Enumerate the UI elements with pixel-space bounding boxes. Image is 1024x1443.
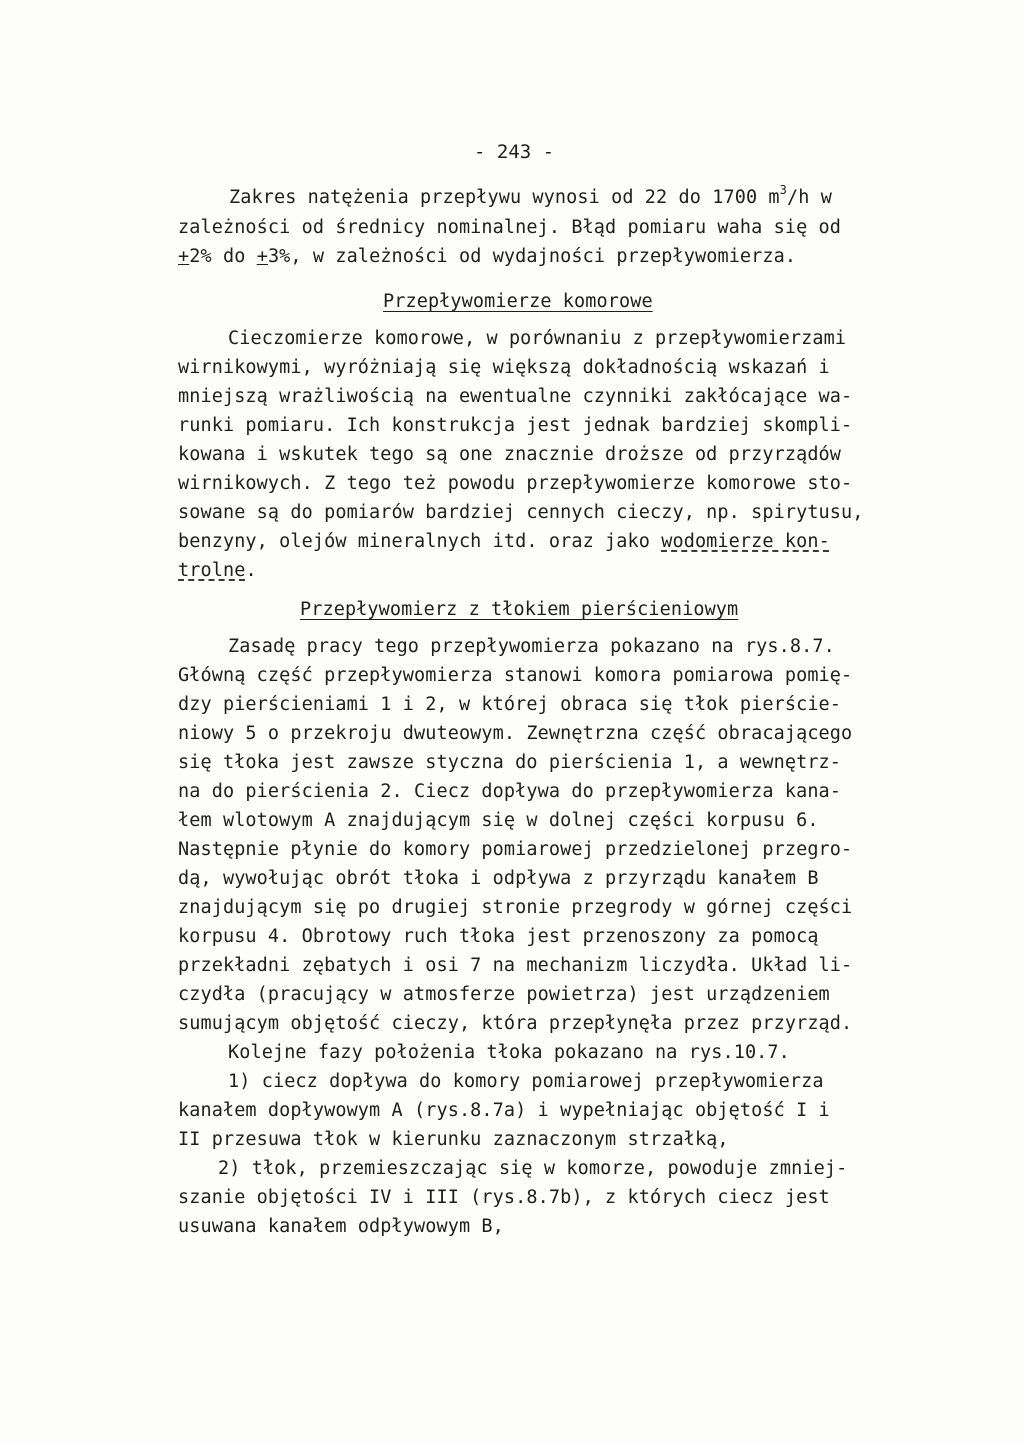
section2-line: na do pierścienia 2. Ciecz dopływa do przepływomierza kana- [178,781,842,802]
superscript-3: 3 [779,183,787,197]
period: . [245,560,257,581]
plus-minus-sign: + [256,246,268,267]
section2-line: usuwana kanałem odpływowym B, [178,1216,504,1237]
section1-line: mniejszą wrażliwością na ewentualne czynniki zakłócające wa- [178,386,853,407]
section2-line: niowy 5 o przekroju dwuteowym. Zewnętrzna część obracającego [178,723,853,744]
intro-line-1-text: Zakres natężenia przepływu wynosi od 22 do 1700 m [229,187,780,208]
section1-line: Cieczomierze komorowe, w porównaniu z przepływomierzami [228,328,847,349]
section2-line: Główną część przepływomierza stanowi komora pomiarowa pomię- [178,665,853,686]
list-item-1: 1) ciecz dopływa do komory pomiarowej przepływomierza [228,1071,824,1092]
intro-line-3 [178,245,796,269]
section1-line: wirnikowymi, wyróżniają się większą dokładnością wskazań i [178,357,830,378]
list-item-2: 2) tłok, przemieszczając się w komorze, powoduje zmniej- [218,1158,848,1179]
section2-line: dą, wywołując obrót tłoka i odpływa z przyrządu kanałem B [178,868,819,889]
section1-line: runki pomiaru. Ich konstrukcja jest jednak bardziej skompli- [178,415,853,436]
section1-line-8-text: benzyny, olejów mineralnych itd. oraz jako [178,531,662,552]
page-number: - 243 - [474,141,555,163]
intro-line-1 [229,183,832,210]
term-control-water-meters-end: trolne [178,560,246,581]
section1-line [178,530,830,554]
section2-line: przekładni zębatych i osi 7 na mechanizm liczydła. Układ li- [178,955,853,976]
section2-line: czydła (pracujący w atmosferze powietrza) jest urządzeniem [178,984,830,1005]
section2-line: szanie objętości IV i III (rys.8.7b), z których ciecz jest [178,1187,830,1208]
section1-line: sowane są do pomiarów bardziej cennych cieczy, np. spirytusu, [178,502,864,523]
section1-line: wirnikowych. Z tego też powodu przepływomierze komorowe sto- [178,473,853,494]
section1-line [178,559,257,583]
intro-line-3-a: 2% do [189,246,257,267]
section2-line: Następnie płynie do komory pomiarowej przedzielonej przegro- [178,839,853,860]
intro-line-2: zależności od średnicy nominalnej. Błąd pomiaru waha się od [178,217,842,238]
section2-line: korpusu 4. Obrotowy ruch tłoka jest przenoszony za pomocą [178,926,819,947]
section2-line: sumującym objętość cieczy, która przepłynęła przez przyrząd. [178,1013,853,1034]
term-control-water-meters: wodomierze kon- [661,531,830,552]
section2-line: łem wlotowym A znajdującym się w dolnej części korpusu 6. [178,810,819,831]
plus-minus-sign: + [178,246,190,267]
intro-line-1-unit: /h w [787,187,832,208]
section2-line: dzy pierścieniami 1 i 2, w której obraca się tłok pierście- [178,694,842,715]
section2-line: kanałem dopływowym A (rys.8.7a) i wypełniając objętość I i [178,1100,830,1121]
section-heading-chamber-meters: Przepływomierze komorowe [383,291,653,312]
section2-line: Kolejne fazy położenia tłoka pokazano na rys.10.7. [228,1042,790,1063]
section2-line: się tłoka jest zawsze styczna do pierścienia 1, a wewnętrz- [178,752,842,773]
section1-line: kowana i wskutek tego są one znacznie droższe od przyrządów [178,444,842,465]
section-heading-ring-piston-meter: Przepływomierz z tłokiem pierścieniowym [300,599,739,620]
intro-line-3-b: 3%, w zależności od wydajności przepływomierza. [267,246,797,267]
section2-line: znajdującym się po drugiej stronie przegrody w górnej części [178,897,853,918]
section2-line: Zasadę pracy tego przepływomierza pokazano na rys.8.7. [228,636,835,657]
section2-line: II przesuwa tłok w kierunku zaznaczonym strzałką, [178,1129,729,1150]
